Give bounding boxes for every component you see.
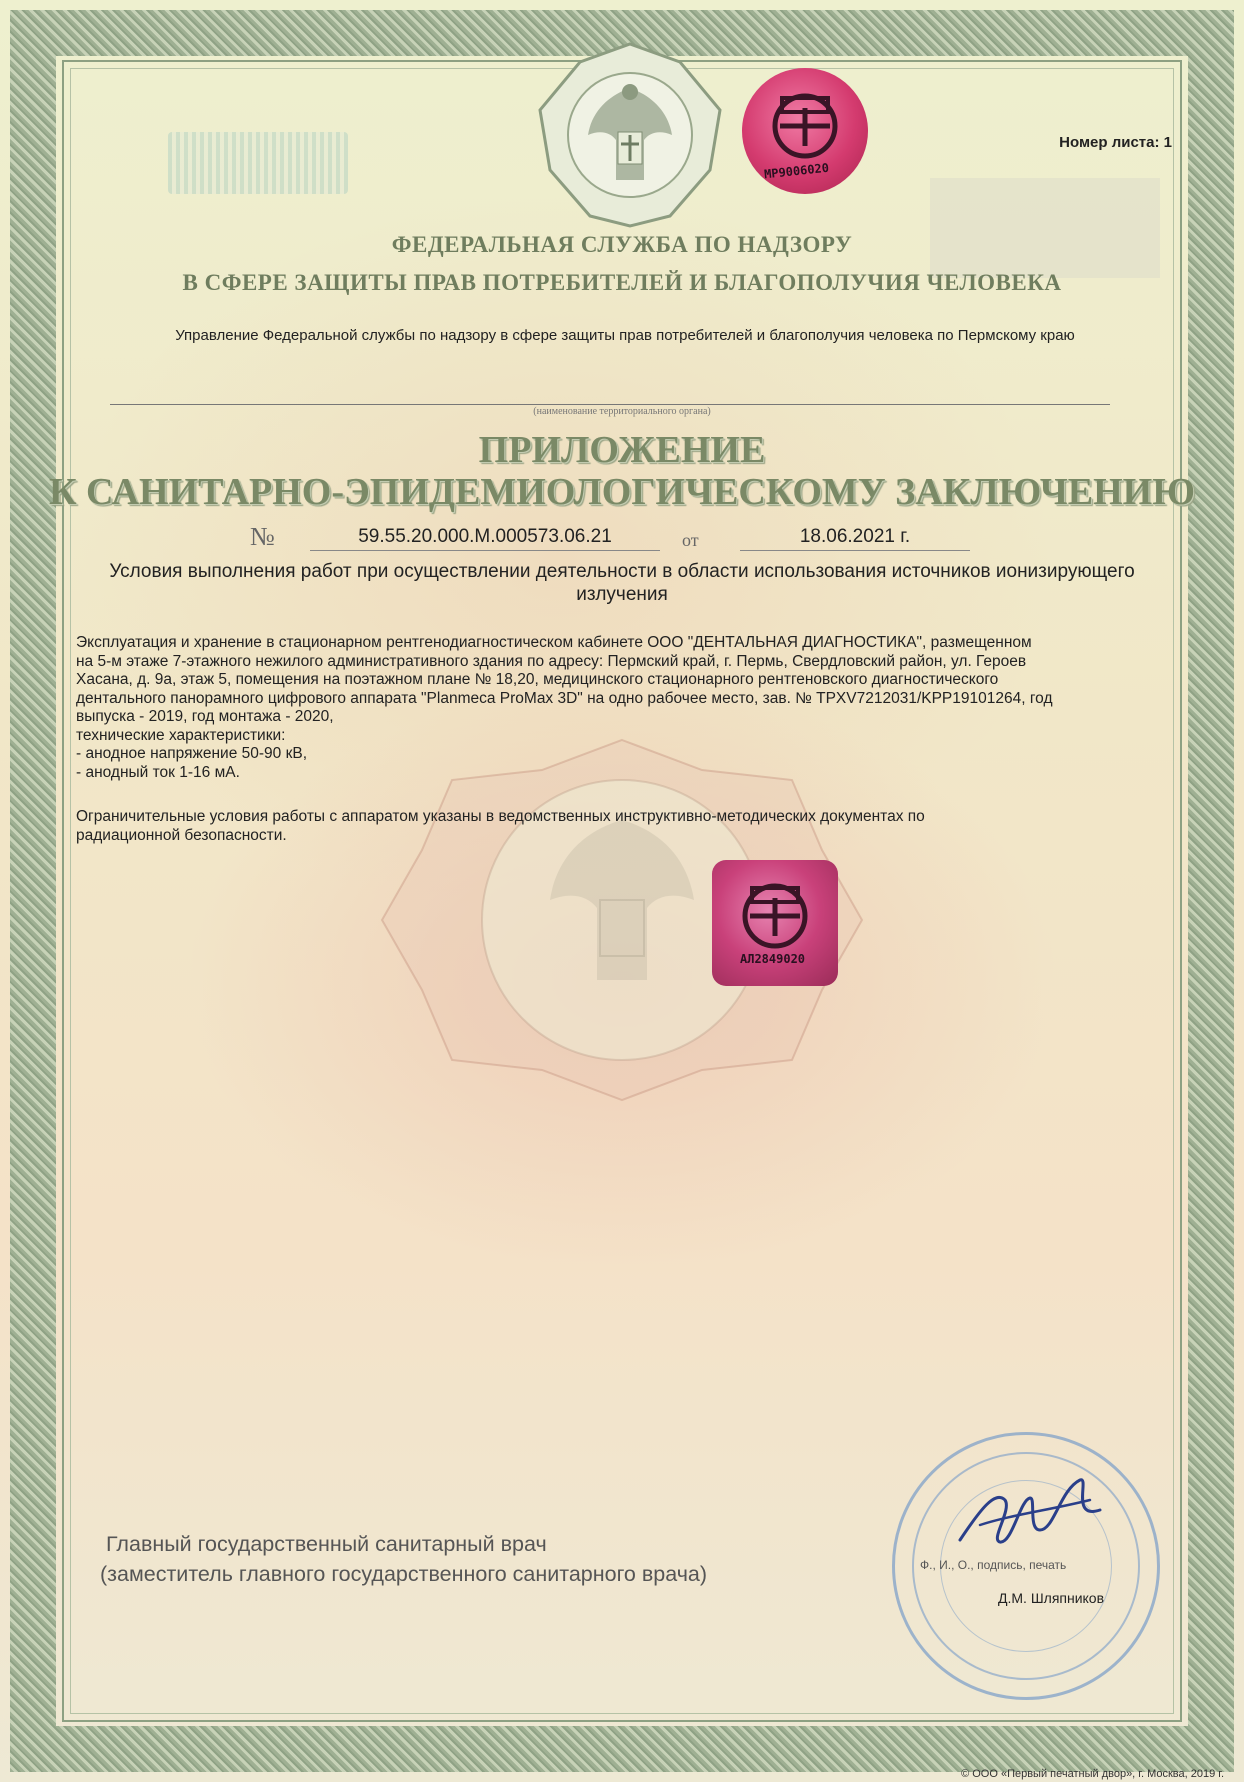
sheet-number: Номер листа: 1 xyxy=(1059,134,1172,151)
signer-role-line1: Главный государственный санитарный врач xyxy=(106,1532,547,1556)
territorial-department: Управление Федеральной службы по надзору в сфере защиты прав потребителей и благополучия человека по Пермскому краю xyxy=(175,327,1075,344)
hologram-seal-middle xyxy=(712,860,838,986)
signature-caption: Ф., И., О., подпись, печать xyxy=(920,1558,1067,1572)
department-caption: (наименование территориального органа) xyxy=(533,406,711,417)
body-line: - анодное напряжение 50-90 кВ, xyxy=(76,745,308,762)
hologram-code-top: МР9006020 xyxy=(763,160,830,182)
from-label: от xyxy=(682,530,699,550)
number-sign: № xyxy=(250,522,275,551)
body-line: на 5-м этаже 7-этажного нежилого административного здания по адресу: Пермский край, г. Пермь, Свердловский район, ул. Героев xyxy=(76,652,1027,670)
body-line: выпуска - 2019, год монтажа - 2020, xyxy=(76,708,334,725)
body-line: Эксплуатация и хранение в стационарном рентгенодиагностическом кабинете ООО "ДЕНТАЛЬНАЯ ДИАГНОСТИКА", размещенном xyxy=(76,634,1032,651)
hologram-logo-icon xyxy=(712,860,838,986)
body-line: - анодный ток 1-16 мА. xyxy=(76,763,240,781)
hologram-code-middle: АЛ2849020 xyxy=(740,952,806,966)
scan-artifact xyxy=(930,178,1160,278)
restrictions-paragraph xyxy=(76,808,1166,845)
signer-name: Д.М. Шляпников xyxy=(998,1590,1105,1606)
agency-name-line1: ФЕДЕРАЛЬНАЯ СЛУЖБА ПО НАДЗОРУ xyxy=(391,232,853,257)
hologram-seal-top xyxy=(742,68,868,194)
body-line: Ограничительные условия работы с аппаратом указаны в ведомственных инструктивно-методических документах по xyxy=(76,808,925,825)
body-line: радиационной безопасности. xyxy=(76,826,287,844)
document-title-line1: ПРИЛОЖЕНИЕ xyxy=(478,429,766,471)
agency-name-line2: В СФЕРЕ ЗАЩИТЫ ПРАВ ПОТРЕБИТЕЛЕЙ И БЛАГОПОЛУЧИЯ ЧЕЛОВЕКА xyxy=(182,270,1062,295)
number-row xyxy=(250,522,970,552)
operation-description xyxy=(76,634,1166,782)
conclusion-number: 59.55.20.000.М.000573.06.21 xyxy=(310,526,660,551)
printer-copyright: © ООО «Первый печатный двор», г. Москва, 2019 г. xyxy=(961,1768,1224,1780)
emblem-icon xyxy=(530,40,730,230)
conclusion-date: 18.06.2021 г. xyxy=(740,526,970,551)
body-line: дентального панорамного цифрового аппарата "Planmeca ProMax 3D" на одно рабочее место, зав. № TPXV7212031/KPP19101264, год xyxy=(76,689,1053,707)
body-line: технические характеристики: xyxy=(76,726,286,744)
security-strip xyxy=(168,132,348,194)
work-conditions-subject: Условия выполнения работ при осуществлении деятельности в области использования источников ионизирующего излучения xyxy=(109,561,1135,605)
handwritten-signature-icon xyxy=(950,1470,1110,1560)
signer-role-line2: (заместитель главного государственного санитарного врача) xyxy=(100,1562,708,1586)
body-line: Хасана, д. 9а, этаж 5, помещения на поэтажном плане № 18,20, медицинского стационарного рентгеновского диагностического xyxy=(76,671,999,688)
document-title-line2: К САНИТАРНО-ЭПИДЕМИОЛОГИЧЕСКОМУ ЗАКЛЮЧЕНИЮ xyxy=(48,471,1196,513)
department-underline xyxy=(110,404,1110,405)
